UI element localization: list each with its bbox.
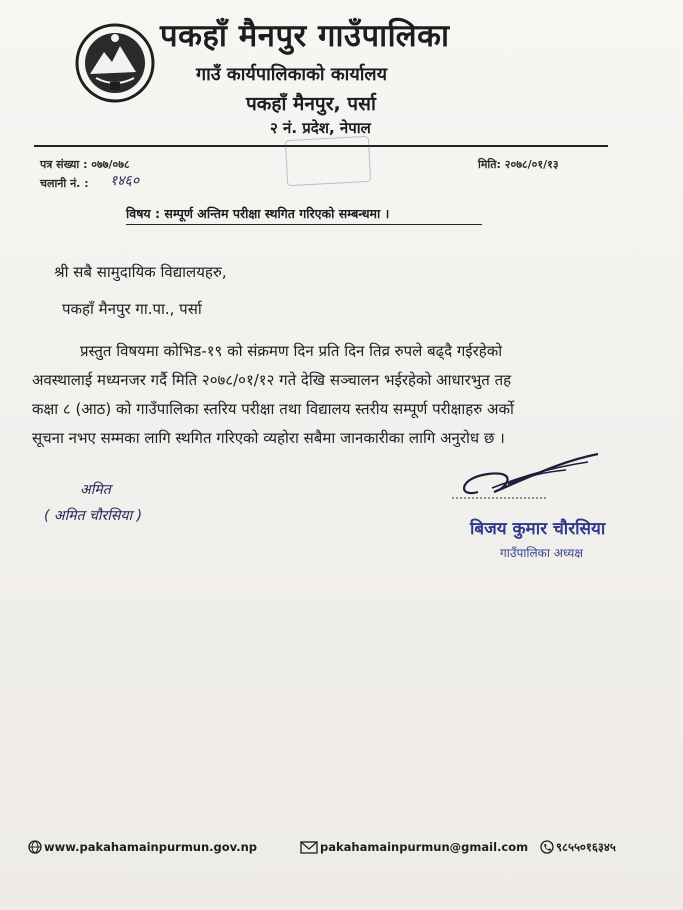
dispatch-label: चलानी नं. : xyxy=(40,177,89,190)
initials-name: ( अमित चौरसिया ) xyxy=(44,508,143,524)
footer-email xyxy=(300,840,528,854)
province-line: २ नं. प्रदेश, नेपाल xyxy=(270,119,371,137)
email-text: pakahamainpurmun@gmail.com xyxy=(320,840,529,854)
signatory-title: गाउँपालिका अध्यक्ष xyxy=(500,546,583,560)
letter-number: पत्र संख्या : ०७७/०७८ xyxy=(40,158,130,171)
signatory-name: बिजय कुमार चौरसिया xyxy=(470,519,606,539)
globe-icon xyxy=(28,840,42,854)
letter-subject: विषय : सम्पूर्ण अन्तिम परीक्षा स्थगित गरिएको सम्बन्धमा । xyxy=(126,206,390,221)
official-stamp xyxy=(285,136,371,186)
body-line: अवस्थालाई मध्यनजर गर्दै मिति २०७८/०१/१२ गते देखि सञ्चालन भईरहेको आधारभुत तह xyxy=(32,371,512,389)
municipality-emblem-icon xyxy=(74,22,156,104)
addressee-line-1: श्री सबै सामुदायिक विद्यालयहरु, xyxy=(54,263,227,281)
website-text: www.pakahamainpurmun.gov.np xyxy=(44,840,258,854)
municipality-title: पकहाँ मैनपुर गाउँपालिका xyxy=(160,18,450,54)
letter-date: मिति: २०७८/०१/१३ xyxy=(478,158,559,171)
body-line: प्रस्तुत विषयमा कोभिड-१९ को संक्रमण दिन प्रति दिन तिव्र रुपले बढ्दै गईरहेको xyxy=(80,342,503,360)
signature-scribble xyxy=(448,448,608,506)
office-location: पकहाँ मैनपुर, पर्सा xyxy=(246,93,376,115)
mail-icon xyxy=(300,841,318,854)
footer-website xyxy=(28,840,257,854)
body-line: कक्षा ८ (आठ) को गाउँपालिका स्तरिय परीक्षा तथा विद्यालय स्तरीय सम्पूर्ण परीक्षाहरु अर्को xyxy=(32,400,514,418)
dispatch-number: १४६० xyxy=(110,173,140,189)
office-name: गाउँ कार्यपालिकाको कार्यालय xyxy=(196,64,388,85)
footer-phone xyxy=(540,840,616,855)
body-line: सूचना नभए सम्मका लागि स्थगित गरिएको व्यहोरा सबैमा जानकारीका लागि अनुरोध छ । xyxy=(32,429,505,447)
phone-text: ९८५५०१६३४५ xyxy=(556,840,616,854)
phone-icon xyxy=(540,840,554,854)
subject-underline xyxy=(126,224,482,225)
initials-mark: अमित xyxy=(80,482,111,498)
addressee-line-2: पकहाँ मैनपुर गा.पा., पर्सा xyxy=(62,300,202,318)
